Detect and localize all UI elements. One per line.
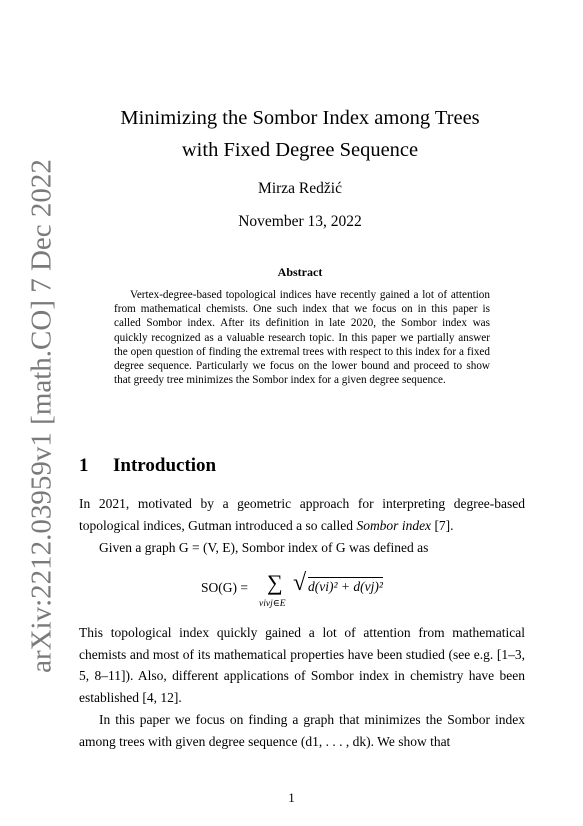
radical-symbol: √ (293, 570, 307, 596)
sum-symbol: ∑ (267, 570, 283, 595)
formula-radicand: d(vi)² + d(vj)² (308, 579, 383, 594)
section-title: Introduction (113, 455, 217, 476)
author-name: Mirza Redžić (258, 180, 342, 197)
sum-subscript: vivj∈E (259, 599, 286, 609)
paragraph-2: Given a graph G = (V, E), Sombor index of G was defined as (99, 540, 429, 555)
paper-title (60, 102, 540, 166)
formula-lhs: SO(G) = (201, 580, 248, 595)
sombor-index-term: Sombor index (356, 517, 432, 533)
paragraph-1 (79, 493, 525, 536)
paragraph-3: This topological index quickly gained a lot of attention from mathematical chemists and most of its mathematical properties have been studied (see e.g. [1–3, 5, 8–11]). Also, different applications of Sombor index in chemistry have been established [4, 12]. (79, 625, 525, 705)
sombor-formula (79, 568, 525, 614)
title-line-1: Minimizing the Sombor Index among Trees (120, 107, 480, 129)
abstract-heading: Abstract (277, 265, 323, 279)
paragraph-4: In this paper we focus on finding a graph that minimizes the Sombor index among trees with given degree sequence (d1, . . . , dk). We show that (79, 712, 525, 749)
abstract-body: Vertex-degree-based topological indices have recently gained a lot of attention from mathematical chemists. One such index that we focus on in this paper is called Sombor index. After its definition in late 2020, the Sombor index was quickly recognized as a valuable research topic. In this paper we partially answer the open question of finding the extremal trees with respect to this index for a fixed degree sequence. Particularly we focus on the lower bound and proceed to show that greedy tree minimizes the Sombor index for a given degree sequence. (114, 289, 490, 387)
section-heading (79, 455, 216, 477)
title-line-2: with Fixed Degree Sequence (181, 139, 419, 161)
paper-date: November 13, 2022 (238, 213, 362, 230)
arxiv-identifier: arXiv:2212.03959v1 [math.CO] 7 Dec 2022 (25, 159, 58, 673)
section-number: 1 (79, 455, 89, 476)
p1-text-before: In 2021, motivated by a geometric approach for interpreting degree-based topological indices, Gutman introduced a so called (79, 496, 525, 533)
p1-text-after: [7]. (431, 517, 454, 533)
page-number: 1 (288, 790, 295, 805)
